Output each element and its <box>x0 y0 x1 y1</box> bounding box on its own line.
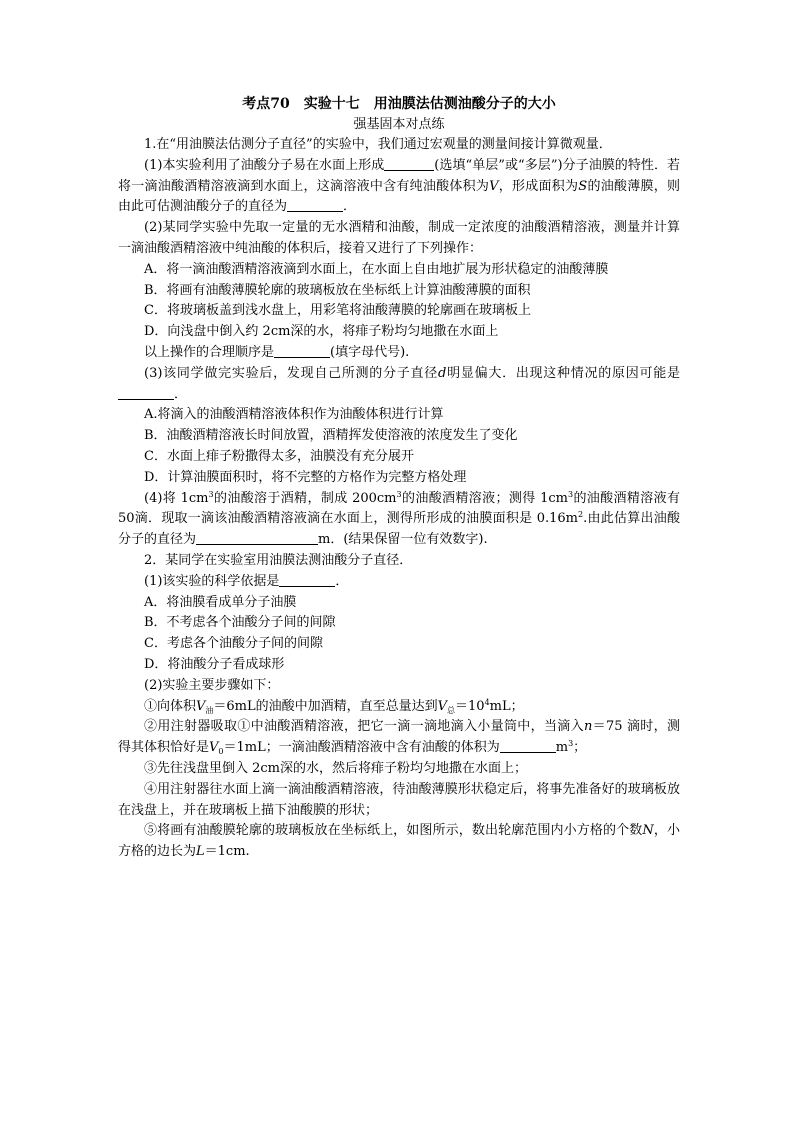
q2-part1: (1)该实验的科学依据是 ． <box>144 573 349 589</box>
answer-blank[interactable] <box>384 156 434 171</box>
q1-part2-option-c: C．将玻璃板盖到浅水盘上，用彩笔将油酸薄膜的轮廓画在玻璃板上 <box>144 303 531 319</box>
q2-intro: 2．某同学在实验室用油膜法测油酸分子直径． <box>144 552 413 568</box>
q1-part3-option-b: B．油酸酒精溶液长时间放置，酒精挥发使溶液的浓度发生了变化 <box>144 428 518 444</box>
q2-part1-option-b: B．不考虑各个油酸分子间的间隙 <box>144 615 336 631</box>
q2-part1-option-d: D．将油酸分子看成球形 <box>144 656 285 672</box>
q1-part3-option-a: A.将滴入的油酸酒精溶液体积作为油酸体积进行计算 <box>144 407 444 423</box>
q1-part3: (3)该同学做完实验后，发现自己所测的分子直径d明显偏大．出现这种情况的原因可能是． <box>118 364 680 406</box>
q1-part4: (4)将 $1cm^3$的油酸溶于酒精，制成 $200cm^3$的油酸酒精溶液；测得 $1cm^3$的油酸酒精溶液有 50滴．现取一滴该油酸酒精溶液滴在水面上，测得所形成的油膜面积是 $0.16m^2$.由此估算出油酸分子的直径为 m．(结果保留一位有效数字). <box>118 489 680 548</box>
answer-blank[interactable] <box>500 738 556 753</box>
q2-part1-option-a: A．将油膜看成单分子油膜 <box>144 594 297 610</box>
q2-step2: ②用注射器吸取①中油酸酒精溶液，把它一滴一滴地滴入小量筒中，当滴入n＝75 滴时，测得其体积恰好是$V_0=1mL$；一滴油酸酒精溶液中含有油酸的体积为 $m^3$； <box>118 719 680 757</box>
q1-part3-option-d: D．计算油膜面积时，将不完整的方格作为完整方格处理 <box>144 469 467 485</box>
q2-step4: ④用注射器往水面上滴一滴油酸酒精溶液，待油酸薄膜形状稳定后，将事先准备好的玻璃板放在浅盘上，并在玻璃板上描下油酸膜的形状； <box>118 781 680 818</box>
q1-part2-option-a: A．将一滴油酸酒精溶液滴到水面上，在水面上自由地扩展为形状稳定的油酸薄膜 <box>144 261 609 277</box>
page-subtitle: 强基固本对点练 <box>353 117 445 132</box>
q1-part2-question: 以上操作的合理顺序是 (填字母代号). <box>144 344 410 360</box>
q1-intro: 1.在“用油膜法估测分子直径”的实验中，我们通过宏观量的测量间接计算微观量． <box>144 137 612 152</box>
q1-part2-option-d: D．向浅盘中倒入约 2cm深的水，将痱子粉均匀地撒在水面上 <box>144 324 499 340</box>
q1-part3-option-c: C．水面上痱子粉撒得太多，油膜没有充分展开 <box>144 448 414 464</box>
q2-step3: ③先往浅盘里倒入 2cm深的水，然后将痱子粉均匀地撒在水面上； <box>144 760 528 776</box>
page-title: 考点70 实验十七 用油膜法估测油酸分子的大小 <box>242 96 556 112</box>
document-body <box>118 94 680 863</box>
q2-part2: (2)实验主要步骤如下： <box>144 677 280 693</box>
answer-blank[interactable] <box>196 530 318 545</box>
answer-blank[interactable] <box>274 343 330 358</box>
answer-blank[interactable] <box>279 572 335 587</box>
q2-step1: ①向体积$V_油=6mL$的油酸中加酒精，直至总量达到$V_总=10^4mL$； <box>144 697 524 715</box>
q2-step5: ⑤将画有油酸膜轮廓的玻璃板放在坐标纸上，如图所示，数出轮廓范围内小方格的个数N，小方格的边长为L＝1cm. <box>118 823 680 860</box>
answer-blank[interactable] <box>118 385 174 400</box>
answer-blank[interactable] <box>287 197 343 212</box>
q1-part1: (1)本实验利用了油酸分子易在水面上形成 (选填“单层”或“多层”)分子油膜的特性．若将一滴油酸酒精溶液滴到水面上，这滴溶液中含有纯油酸体积为V，形成面积为S的油酸薄膜，则由此可估测油酸分子的直径为 ． <box>118 157 680 215</box>
q1-part2-option-b: B．将画有油酸薄膜轮廓的玻璃板放在坐标纸上计算油酸薄膜的面积 <box>144 282 531 298</box>
q1-part2: (2)某同学实验中先取一定量的无水酒精和油酸，制成一定浓度的油酸酒精溶液，测量并计算一滴油酸酒精溶液中纯油酸的体积后，接着又进行了下列操作： <box>118 220 680 256</box>
q2-part1-option-c: C．考虑各个油酸分子间的间隙 <box>144 636 323 652</box>
